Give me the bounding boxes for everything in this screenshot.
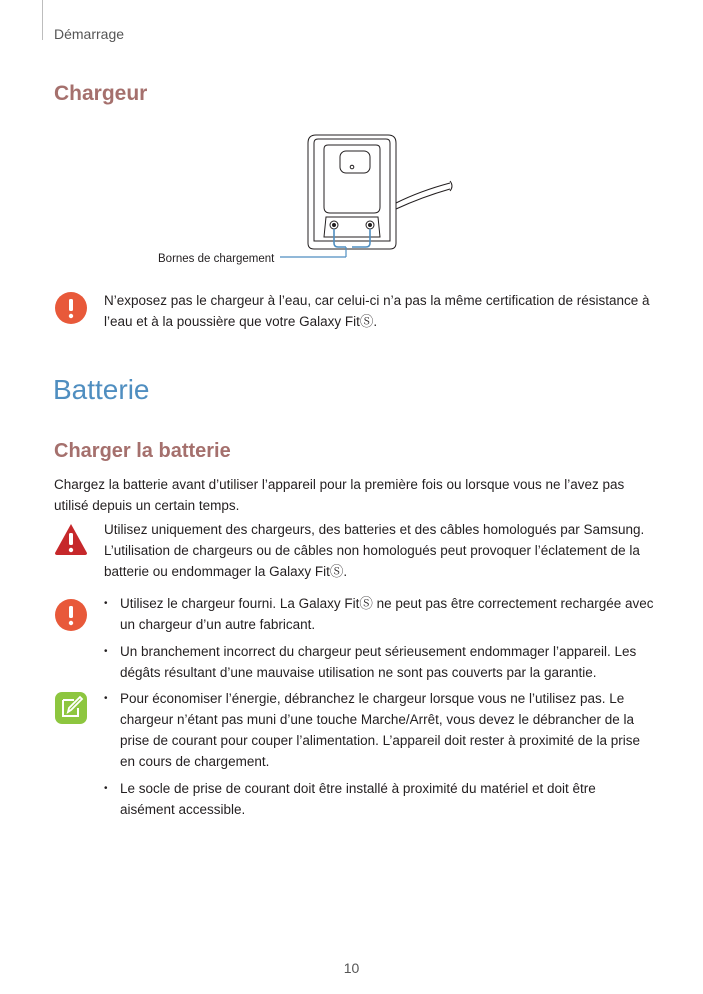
list-item: • Le socle de prise de courant doit être installé à proximité du matériel et doit être aisément accessible. (104, 778, 654, 820)
list-item: • Pour économiser l’énergie, débranchez le chargeur lorsque vous ne l’utilisez pas. Le chargeur n’étant pas muni d’une touche Marche/Arrêt, vous devez le débrancher de la prise de courant pour couper l’alimentation. L’appareil doit rester à proximité de la prise en cours de chargement. (104, 688, 654, 772)
charger-caution-text: N’exposez pas le chargeur à l’eau, car celui-ci n’a pas la même certification de résistance à l’eau et à la poussière que votre Galaxy FitⓈ. (104, 293, 650, 329)
battery-warning-text: Utilisez uniquement des chargeurs, des batteries et des câbles homologués par Samsung. L’utilisation de chargeurs ou de câbles non homologués peut provoquer l’éclatement de la batterie ou endommager la Galaxy FitⓈ. (104, 522, 645, 579)
battery-notes-list (104, 688, 654, 826)
charging-terminals-label: Bornes de chargement (158, 253, 275, 265)
battery-heading: Batterie (53, 374, 150, 405)
charger-illustration (280, 125, 480, 265)
list-item: • Un branchement incorrect du chargeur peut sérieusement endommager l’appareil. Les dégâts résultant d’une mauvaise utilisation ne sont pas couverts par la garantie. (104, 641, 654, 683)
charge-battery-heading: Charger la batterie (54, 440, 231, 462)
battery-caution-list (104, 593, 654, 689)
charger-heading: Chargeur (54, 82, 148, 105)
battery-intro-text: Chargez la batterie avant d’utiliser l’appareil pour la première fois ou lorsque vous ne l’avez pas utilisé depuis un certain temps. (54, 477, 625, 513)
list-item: • Utilisez le chargeur fourni. La Galaxy FitⓈ ne peut pas être correctement rechargée avec un chargeur d’un autre fabricant. (104, 593, 654, 635)
caution-icon (54, 291, 88, 325)
caution-icon (54, 598, 88, 632)
warning-icon (54, 522, 88, 556)
header-divider (42, 0, 43, 40)
section-header: Démarrage (54, 26, 125, 42)
page-number: 10 (343, 960, 360, 976)
note-icon (54, 691, 88, 725)
